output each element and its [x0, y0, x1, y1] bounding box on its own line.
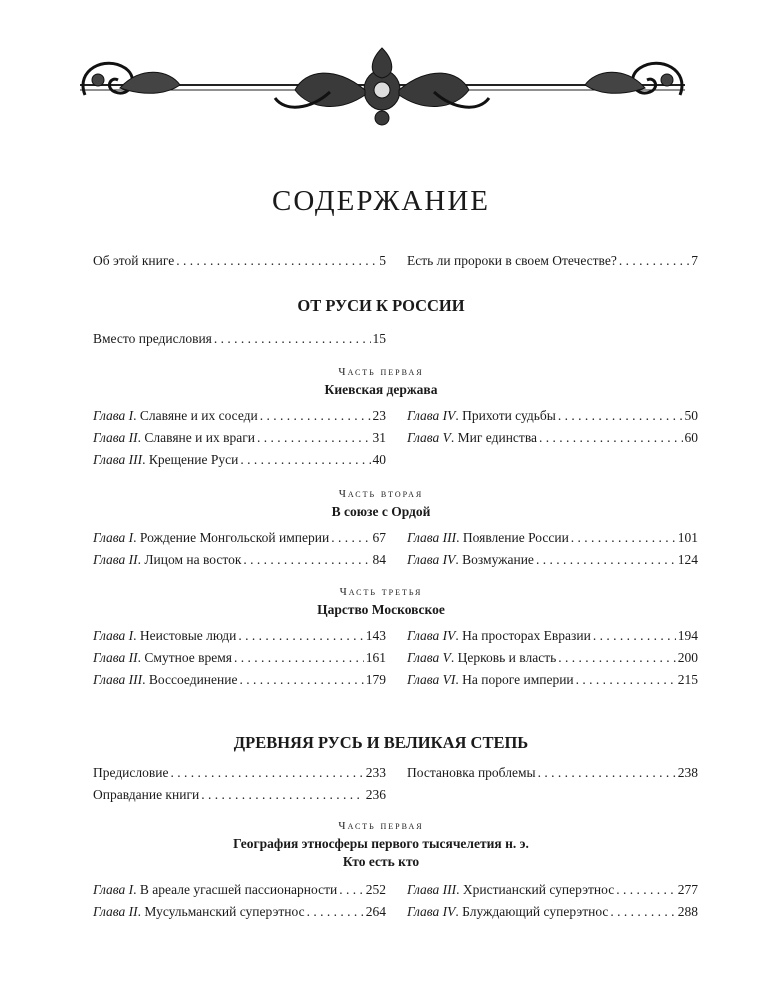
entry-label: Оправдание книги — [93, 787, 200, 802]
part-label: Часть первая — [338, 820, 424, 832]
toc-entry[interactable]: Глава II. Славяне и их враги . . . 31 — [93, 427, 386, 449]
entry-label: На просторах Евразии — [462, 628, 591, 643]
part-title: В союзе с Ордой — [331, 504, 431, 519]
entry-page: 15 — [372, 331, 386, 346]
page-title: СОДЕРЖАНИЕ — [272, 185, 490, 217]
toc-entry[interactable]: Глава I. В ареале угасшей пассионарности . . . 252 — [93, 879, 386, 901]
section-heading: ДРЕВНЯЯ РУСЬ И ВЕЛИКАЯ СТЕПЬ — [233, 733, 529, 752]
toc-entry[interactable]: Глава I. Славяне и их соседи . . . 23 — [93, 405, 386, 427]
entry-label: Лицом на восток — [144, 552, 242, 567]
toc-row — [93, 527, 698, 549]
part-title: География этносферы первого тысячелетия н. э. — [233, 836, 529, 851]
entry-page: 67 — [372, 530, 386, 545]
toc-row — [93, 647, 698, 669]
entry-page: 124 — [677, 552, 698, 567]
entry-label: Христианский суперэтнос — [462, 882, 615, 897]
ornament-header — [70, 40, 695, 130]
entry-label: Крещение Руси — [148, 452, 239, 467]
part-label: Часть третья — [339, 586, 423, 598]
entry-page: 40 — [372, 452, 386, 467]
entry-label: Миг единства — [457, 430, 538, 445]
toc-entry[interactable] — [93, 762, 386, 784]
entry-label: В ареале угасшей пассионарности — [139, 882, 338, 897]
part-title: Царство Московское — [317, 602, 445, 617]
toc-entry[interactable]: Глава III. Появление России . . . 101 — [407, 527, 698, 549]
toc-entry[interactable]: Глава IV. Блуждающий суперэтнос . . . 288 — [407, 901, 698, 923]
entry-page: 179 — [365, 672, 386, 687]
toc-entry[interactable] — [407, 250, 698, 272]
entry-page: 200 — [677, 650, 698, 665]
toc-entry[interactable]: Глава V. Церковь и власть . . . 200 — [407, 647, 698, 669]
entry-page: 264 — [365, 904, 386, 919]
toc-entry[interactable] — [407, 762, 698, 784]
section-heading: ОТ РУСИ К РОССИИ — [297, 296, 465, 315]
toc-entry[interactable] — [93, 250, 386, 272]
toc-row — [93, 405, 698, 427]
entry-page: 194 — [677, 628, 698, 643]
entry-label: Славяне и их соседи — [139, 408, 258, 423]
toc-entry[interactable]: Глава V. Миг единства . . . 60 — [407, 427, 698, 449]
entry-label: Появление России — [462, 530, 569, 545]
entry-label: Славяне и их враги — [144, 430, 255, 445]
toc-row — [93, 427, 698, 449]
entry-label: На пороге империи — [462, 672, 574, 687]
toc-entry[interactable]: Глава IV. На просторах Евразии . . . 194 — [407, 625, 698, 647]
entry-label: Церковь и власть — [457, 650, 557, 665]
entry-label: Смутное время — [144, 650, 232, 665]
entry-label: Прихоти судьбы — [462, 408, 556, 423]
entry-label: Блуждающий суперэтнос — [462, 904, 609, 919]
part-title: Киевская держава — [324, 382, 438, 397]
part-label: Часть вторая — [338, 488, 424, 500]
toc-row — [93, 762, 698, 784]
entry-page: 5 — [379, 253, 386, 268]
entry-label: Неистовые люди — [139, 628, 237, 643]
entry-page: 101 — [677, 530, 698, 545]
toc-entry[interactable]: Глава III. Воссоединение . . . 179 — [93, 669, 386, 691]
entry-label: Рождение Монгольской империи — [139, 530, 330, 545]
toc-row — [93, 669, 698, 691]
toc-row — [93, 625, 698, 647]
entry-page: 277 — [677, 882, 698, 897]
toc-row — [93, 784, 698, 806]
entry-label: Мусульманский суперэтнос — [144, 904, 305, 919]
toc-entry[interactable]: Глава VI. На пороге империи . . . 215 — [407, 669, 698, 691]
entry-label: Есть ли пророки в своем Отечестве? — [407, 253, 617, 268]
toc-entry[interactable]: Глава III. Христианский суперэтнос . . . 277 — [407, 879, 698, 901]
entry-page: 7 — [691, 253, 698, 268]
entry-page: 31 — [372, 430, 386, 445]
entry-label: Постановка проблемы — [407, 765, 536, 780]
entry-page: 238 — [677, 765, 698, 780]
entry-page: 50 — [684, 408, 698, 423]
toc-row — [93, 879, 698, 901]
toc-entry[interactable]: Глава III. Крещение Руси . . . 40 — [93, 449, 386, 471]
entry-label: Воссоединение — [148, 672, 238, 687]
entry-page: 236 — [365, 787, 386, 802]
toc-entry[interactable]: Глава II. Смутное время . . . 161 — [93, 647, 386, 669]
entry-page: 252 — [365, 882, 386, 897]
entry-page: 288 — [677, 904, 698, 919]
toc-row — [93, 449, 698, 471]
entry-label: Возмужание — [462, 552, 534, 567]
toc-entry[interactable] — [93, 784, 386, 806]
entry-page: 84 — [372, 552, 386, 567]
entry-page: 60 — [684, 430, 698, 445]
toc-row — [93, 549, 698, 571]
part-label: Часть первая — [338, 366, 424, 378]
entry-page: 161 — [365, 650, 386, 665]
entry-label: Об этой книге — [93, 253, 175, 268]
entry-page: 233 — [365, 765, 386, 780]
toc-row — [93, 250, 698, 272]
toc-entry[interactable]: Глава IV. Прихоти судьбы . . . 50 — [407, 405, 698, 427]
toc-entry[interactable]: Глава I. Рождение Монгольской империи . . . 67 — [93, 527, 386, 549]
toc-entry[interactable] — [93, 328, 386, 350]
toc-entry[interactable]: Глава IV. Возмужание . . . 124 — [407, 549, 698, 571]
entry-page: 23 — [372, 408, 386, 423]
entry-label: Предисловие — [93, 765, 169, 780]
toc-row — [93, 901, 698, 923]
toc-entry[interactable]: Глава II. Мусульманский суперэтнос . . . 264 — [93, 901, 386, 923]
toc-entry[interactable]: Глава I. Неистовые люди . . . 143 — [93, 625, 386, 647]
entry-label: Вместо предисловия — [93, 331, 212, 346]
entry-page: 215 — [677, 672, 698, 687]
toc-row — [93, 328, 698, 350]
entry-page: 143 — [365, 628, 386, 643]
part-subtitle: Кто есть кто — [342, 854, 420, 869]
toc-entry[interactable]: Глава II. Лицом на восток . . . 84 — [93, 549, 386, 571]
